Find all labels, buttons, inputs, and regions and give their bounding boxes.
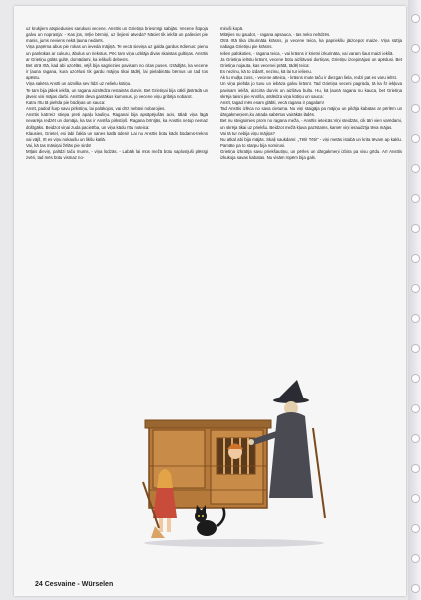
paragraph: miruši kopā.: [220, 26, 244, 31]
paragraph: Viņa sakēra Ansīti un aizvilka sev līdzi uz nelielu kūtiņu.: [26, 81, 132, 87]
document-page: [14, 6, 406, 596]
publication-name: Cesvaine - Würselen: [44, 581, 114, 588]
page-footer: [35, 581, 113, 588]
right-text-column: [220, 26, 402, 336]
paragraph: Vai, kā tas māsiņai žēlās pie sirds!: [26, 142, 92, 148]
paragraph: Tad Ansītis izlēca no sava cietuma. Nu viņi staigāja pa mājiņu un pildīja kabatas ar pērlēm un dārgakmeņiem,ko atrada sabērtus vairākās lādēs.: [220, 106, 402, 118]
paragraph: Grietiņa izkratīja savu priekšautiņu, un pērles un dārgakmeņi izbira pa visu grīdu. Arī Ansītis izkukoja savas kabatas. Nu visām rūpēm bija gals.: [220, 149, 402, 161]
paragraph: Te tam bija jāliek iekšā, un ragana aizslēdza restainās durvis. Bet Grietiņai bija cākli jāstrādā un jāveic visi mājas darbi. Ansītim deva gantākus kumosus, jo vecene viņu gribēja nobarot.: [26, 87, 208, 99]
left-text-column: [26, 26, 208, 336]
paragraph: Ielien palūkoties, - ragana teica, - vai krāsns ir krietni izkurināta, vai varam šaut maizi iekšā.: [220, 50, 394, 56]
paragraph: Mitējies nu gaudot, - ragana apsauca, - tas neko nelīdzēs.: [220, 32, 331, 38]
paragraph: Mīļais dieviņ, palīdzi taču mums, - viņa lūdzās. - Labāk lai mūs mežā būtu saplosījuši plēsīgi zvēri, tad mēs būtu vismaz no-: [26, 149, 208, 161]
paragraph: Ak tu muļķa zoss, - vecene atteica, - krāsns mute taču ir diezgan liela, redzi pat es varu ielīst.: [220, 75, 397, 81]
paragraph: Ja Grietiņa ielīstu krāsnī, vecene būtu aizšāvusi durtiņas, Grietiņu izcepinājusi un apēdusi. Bet Grietiņa nojauta, kas vecenei prātā, tādēļ teica:: [220, 56, 402, 68]
spiral-binding: [408, 0, 421, 600]
paragraph: Nu atkal abi bija mājās. Skaļi saukdami: „Tēti! Tēti!" - viņi metās istabā un krita tēvam ap kaklu. Pamāte pa to starpu bija nomirusi.: [220, 136, 402, 148]
paragraph: Ansīt, tagad mēs esam glābti, vecā ragana ir pagalam!: [220, 99, 324, 105]
paragraph: Klausies, Grietel, esi labi čakla un sanes katlā ūdeni! Lai nu Ansītis būtu kāds būdams-trekns vai vājš, rīt es viņu nokaušu un likšu katlā.: [26, 130, 208, 142]
paragraph: uz krukjiem atspiedusies sarukusi vecene. Ansītis un Grietiņa briesmīgi sabijās. Vecene šūpoja galvu un noprasīja: - Kas jūs, mīļie bērniņi, uz šejieni atveda? Nāciet tik iekšā un palieciet pie manis, jums neviens nekā ļauna nedarīs.: [26, 26, 208, 44]
paragraph: Es nezinu, kā to izdarīt, nezinu, kā lai tur ielienu.: [220, 69, 312, 75]
paragraph: Katru rītu tā pielīda pie būdiņas un sauca:: [26, 99, 106, 105]
paragraph: Otrā rītā tika izkurināta krāsns, jo vecene teica, ka papriekšu jāizcepot maize. Viņa sūtīja nabaga Grietiņu pie krāsns.: [220, 38, 402, 50]
paragraph: Un viņa pielīda jo tuvu un iebāza galvu krāsnī. Tad Grietiņa veceni pagrūda, tā ka šī iekļuva pavisam iekšā, aizcirta durvis un aizšāva bultu. Hu, kā ļaunā ragana nu kauca, bet Grietiņa skrēja taisni pie Ansīša, atslēdza viņa kūtiņu un sauca:: [220, 81, 402, 99]
paragraph: Vai tā tur nebija viņu mājiņa?: [220, 130, 275, 136]
paragraph: Ansīt, padod šurp savu pirkstiņu, lai palūkojos, vai drīz nebūsi nobarojies.: [26, 106, 166, 112]
page-number: 24: [35, 581, 43, 588]
paragraph: Bet otrā rītā, kad abi uzcēlās, vējš bija sagriezies pavisam no citas puses. Izrādījās, ka vecene ir ļauna ragana, kura uzcēlusi tik gardu mājiņu tikai tādēļ, lai pielabinātu bērnus un tad tos apēstu.: [26, 62, 208, 81]
paragraph: Viņa paņēma abus pie rokas un ieveda mājiņā. Te vecā sieviņa uz galda gardus ēdienus: pienu un pankūkas ar cukuru, ābolus un riekstus. Pēc tam viņa uzklāja divas skaistas gultiņas. Ansītis ar Grietiņu gūlās gultē, domādami, ka ielikuši debesīs.: [26, 44, 208, 62]
paragraph: Ansītis katrreiz stiepa preti apaļu kauliņu. Raganai bija apsāpējušās acis, tālab viņa lāgā nevarēja redzēt un domāja, ka tas ir Ansīša pirkstiņš. Ragana brīnījās, ka Ansītis netop nemaz dūšīgāks. Beidzot viņai zuda pacietība, un viņa kādu rītu noteica:: [26, 112, 208, 130]
paragraph: Bet nu steigsimies prom no ragana meža, - Ansītis ieteicās.Viņi steidzās, cik ātri vien varēdami, un skrēja tikai uz priekšu. Beidzot mežā kļuva pazīstams, kamēr viņi ieraudzīja tēva mājas.: [220, 118, 402, 130]
story-illustration: [129, 378, 339, 558]
black-cat: [195, 505, 224, 536]
